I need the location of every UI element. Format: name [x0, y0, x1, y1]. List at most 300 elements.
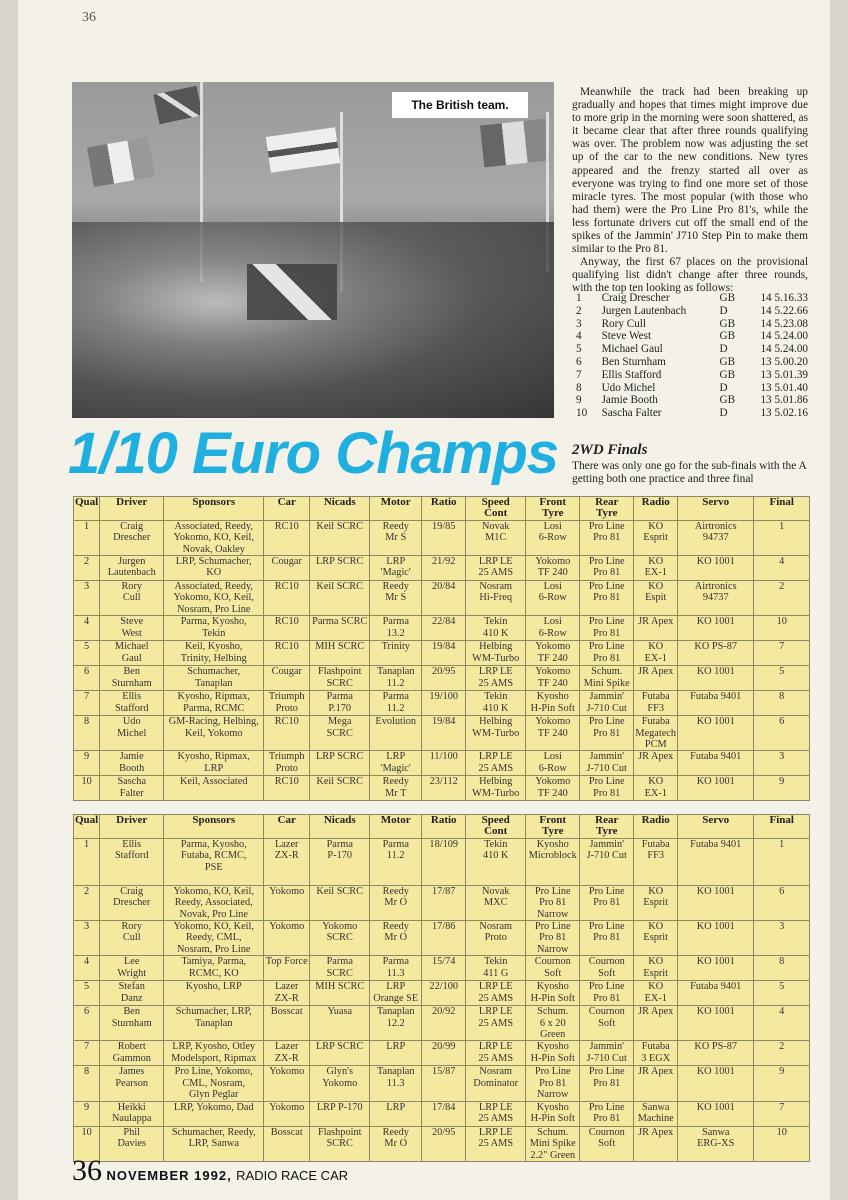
results-table-b: [73, 814, 810, 1162]
column-header: Speed Cont: [466, 815, 526, 839]
table-cell: Parma 13.2: [370, 616, 422, 641]
table-cell: RC10: [264, 776, 310, 801]
table-cell: KO 1001: [678, 666, 754, 691]
table-cell: Futaba FF3: [634, 691, 678, 716]
table-cell: Pro Line Pro 81: [580, 520, 634, 555]
table-cell: Yuasa: [310, 1006, 370, 1041]
table-cell: Futaba 9401: [678, 981, 754, 1006]
table-cell: Steve West: [100, 616, 164, 641]
table-cell: Craig Drescher: [100, 885, 164, 920]
table-row: [74, 691, 810, 716]
table-row: [74, 581, 810, 616]
table-cell: KO 1001: [678, 716, 754, 751]
table-cell: Yokomo TF 240: [526, 641, 580, 666]
table-cell: Pro Line Pro 81: [580, 616, 634, 641]
table-cell: Sanwa Machine: [634, 1101, 678, 1126]
table-cell: 10: [754, 1126, 810, 1161]
table-cell: 10: [74, 1126, 100, 1161]
table-cell: LRP: [370, 1041, 422, 1066]
table-cell: 19/100: [422, 691, 466, 716]
table-cell: LRP, Kyosho, Otley Modelsport, Ripmax: [164, 1041, 264, 1066]
table-row: [74, 981, 810, 1006]
standing-row: 5 Michael Gaul D 14 5.24.00: [576, 343, 808, 356]
column-header: Servo: [678, 497, 754, 521]
table-cell: Kyosho H-Pin Soft: [526, 1041, 580, 1066]
table-cell: Tekin 410 K: [466, 616, 526, 641]
qualifying-standings: [572, 292, 808, 420]
table-cell: Parma SCRC: [310, 956, 370, 981]
table-cell: KO 1001: [678, 885, 754, 920]
table-cell: Pro Line Pro 81: [580, 776, 634, 801]
table-cell: Yokomo: [264, 885, 310, 920]
table-cell: KO 1001: [678, 616, 754, 641]
table-cell: Novak MXC: [466, 885, 526, 920]
table-cell: 4: [74, 616, 100, 641]
table-cell: LRP P-170: [310, 1101, 370, 1126]
table-cell: LRP Orange SE: [370, 981, 422, 1006]
table-row: [74, 556, 810, 581]
table-cell: KO EX-1: [634, 776, 678, 801]
table-cell: 8: [754, 691, 810, 716]
table-cell: Rory Cull: [100, 921, 164, 956]
table-cell: LRP SCRC: [310, 751, 370, 776]
table-cell: Reedy Mr S: [370, 520, 422, 555]
table-cell: JR Apex: [634, 1126, 678, 1161]
table-cell: Airtronics 94737: [678, 520, 754, 555]
table-cell: Parma, Kyosho, Futaba, RCMC, PSE: [164, 838, 264, 885]
table-cell: Cournon Soft: [526, 956, 580, 981]
table-row: [74, 956, 810, 981]
table-cell: Parma 11.3: [370, 956, 422, 981]
table-cell: Futaba 9401: [678, 838, 754, 885]
table-cell: 19/84: [422, 641, 466, 666]
table-cell: 7: [74, 691, 100, 716]
table-cell: Keil SCRC: [310, 520, 370, 555]
column-header: Car: [264, 497, 310, 521]
table-row: [74, 751, 810, 776]
table-cell: KO 1001: [678, 776, 754, 801]
issue-date: NOVEMBER 1992,: [106, 1168, 232, 1183]
table-cell: Yokomo: [264, 1066, 310, 1101]
table-cell: Nosram Hi-Freq: [466, 581, 526, 616]
page-corner-mark: 36: [82, 10, 96, 25]
table-cell: Tanaplan 11.2: [370, 666, 422, 691]
column-header: Driver: [100, 497, 164, 521]
table-cell: 4: [754, 1006, 810, 1041]
table-cell: Tekin 411 G: [466, 956, 526, 981]
table-cell: Helbing WM-Turbo: [466, 716, 526, 751]
table-cell: Parma 11.2: [370, 838, 422, 885]
table-cell: LRP: [370, 1101, 422, 1126]
table-row: [74, 838, 810, 885]
standing-row: 4 Steve West GB 14 5.24.00: [576, 330, 808, 343]
photo-caption: The British team.: [392, 92, 528, 118]
table-cell: Keil, Kyosho, Trinity, Helbing: [164, 641, 264, 666]
table-cell: RC10: [264, 616, 310, 641]
table-cell: Airtronics 94737: [678, 581, 754, 616]
table-cell: 20/95: [422, 666, 466, 691]
table-cell: KO EX-1: [634, 981, 678, 1006]
table-cell: Flashpoint SCRC: [310, 666, 370, 691]
table-cell: KO 1001: [678, 1066, 754, 1101]
table-cell: Nosram Dominator: [466, 1066, 526, 1101]
table-cell: KO Esprit: [634, 956, 678, 981]
table-cell: Helbing WM-Turbo: [466, 641, 526, 666]
table-cell: Reedy Mr O: [370, 1126, 422, 1161]
table-row: [74, 641, 810, 666]
table-cell: Losi 6-Row: [526, 520, 580, 555]
table-cell: Parma SCRC: [310, 616, 370, 641]
table-cell: LRP LE 25 AMS: [466, 556, 526, 581]
table-cell: Keil SCRC: [310, 581, 370, 616]
team-photo: [72, 82, 554, 418]
table-cell: Keil SCRC: [310, 776, 370, 801]
table-cell: Yokomo TF 240: [526, 556, 580, 581]
table-cell: Cournon Soft: [580, 1006, 634, 1041]
table-cell: Kyosho, Ripmax, Parma, RCMC: [164, 691, 264, 716]
table-cell: Yokomo: [264, 1101, 310, 1126]
table-cell: Associated, Reedy, Yokomo, KO, Keil, Nosram, Pro Line: [164, 581, 264, 616]
table-cell: LRP 'Magic': [370, 556, 422, 581]
table-cell: LRP 'Magic': [370, 751, 422, 776]
table-cell: 22/84: [422, 616, 466, 641]
table-cell: Yokomo, KO, Keil, Reedy, Associated, Novak, Pro Line: [164, 885, 264, 920]
table-row: [74, 1041, 810, 1066]
table-cell: Pro Line Pro 81: [580, 716, 634, 751]
table-cell: 1: [754, 838, 810, 885]
table-cell: Schum. Mini Spike: [580, 666, 634, 691]
table-cell: 23/112: [422, 776, 466, 801]
table-cell: Cougar: [264, 556, 310, 581]
table-cell: 8: [74, 1066, 100, 1101]
standing-row: 6 Ben Sturnham GB 13 5.00.20: [576, 355, 808, 368]
column-header: Speed Cont: [466, 497, 526, 521]
table-cell: RC10: [264, 581, 310, 616]
table-cell: KO Esprit: [634, 520, 678, 555]
table-cell: Lazer ZX-R: [264, 838, 310, 885]
table-cell: 17/84: [422, 1101, 466, 1126]
table-cell: Nosram Proto: [466, 921, 526, 956]
table-cell: 10: [74, 776, 100, 801]
column-header: Radio: [634, 497, 678, 521]
table-row: [74, 1101, 810, 1126]
column-header: Ratio: [422, 497, 466, 521]
table-cell: 2: [74, 556, 100, 581]
table-cell: KO 1001: [678, 921, 754, 956]
table-row: [74, 716, 810, 751]
table-cell: 7: [754, 1101, 810, 1126]
table-cell: Triumph Proto: [264, 751, 310, 776]
table-cell: 3: [74, 581, 100, 616]
table-cell: LRP LE 25 AMS: [466, 981, 526, 1006]
table-cell: LRP LE 25 AMS: [466, 751, 526, 776]
column-header: Ratio: [422, 815, 466, 839]
column-header: Motor: [370, 497, 422, 521]
table-cell: 5: [74, 641, 100, 666]
table-cell: Pro Line Pro 81: [580, 1101, 634, 1126]
table-cell: Yokomo TF 240: [526, 716, 580, 751]
table-cell: Schum. 6 x 20 Green: [526, 1006, 580, 1041]
table-cell: Pro Line Pro 81: [580, 641, 634, 666]
table-cell: Tanaplan 11.3: [370, 1066, 422, 1101]
table-cell: LRP LE 25 AMS: [466, 666, 526, 691]
column-header: Front Tyre: [526, 815, 580, 839]
table-cell: Jammin' J-710 Cut: [580, 751, 634, 776]
table-cell: KO Espit: [634, 581, 678, 616]
table-cell: 2: [754, 1041, 810, 1066]
table-cell: 6: [74, 666, 100, 691]
table-cell: Tekin 410 K: [466, 838, 526, 885]
table-cell: MIH SCRC: [310, 981, 370, 1006]
table-cell: 1: [74, 838, 100, 885]
table-cell: Kyosho, LRP: [164, 981, 264, 1006]
table-cell: 8: [754, 956, 810, 981]
section-text: There was only one go for the sub-finals with the A getting both one practice and three final: [572, 460, 807, 486]
column-header: Qual: [74, 497, 100, 521]
column-header: Qual: [74, 815, 100, 839]
table-cell: Yokomo: [264, 921, 310, 956]
table-cell: 15/87: [422, 1066, 466, 1101]
table-cell: Kyosho H-Pin Soft: [526, 1101, 580, 1126]
table-cell: Yokomo, KO, Keil, Reedy, CML, Nosram, Pro Line: [164, 921, 264, 956]
table-cell: 11/100: [422, 751, 466, 776]
table-row: [74, 885, 810, 920]
table-cell: 19/85: [422, 520, 466, 555]
table-cell: RC10: [264, 716, 310, 751]
column-header: Radio: [634, 815, 678, 839]
table-cell: KO EX-1: [634, 641, 678, 666]
table-cell: Jammin' J-710 Cut: [580, 691, 634, 716]
column-header: Final: [754, 497, 810, 521]
table-cell: Top Force: [264, 956, 310, 981]
table-cell: Losi 6-Row: [526, 581, 580, 616]
table-cell: Losi 6-Row: [526, 616, 580, 641]
table-cell: JR Apex: [634, 751, 678, 776]
table-cell: Craig Drescher: [100, 520, 164, 555]
table-cell: Pro Line Pro 81: [580, 885, 634, 920]
table-cell: 7: [754, 641, 810, 666]
table-cell: KO Esprit: [634, 885, 678, 920]
column-header: Rear Tyre: [580, 497, 634, 521]
table-cell: LRP SCRC: [310, 1041, 370, 1066]
table-cell: Pro Line Pro 81: [580, 981, 634, 1006]
column-header: Final: [754, 815, 810, 839]
table-cell: Kyosho H-Pin Soft: [526, 691, 580, 716]
table-cell: 21/92: [422, 556, 466, 581]
table-cell: Parma 11.2: [370, 691, 422, 716]
table-cell: LRP, Yokomo, Dad: [164, 1101, 264, 1126]
table-cell: 20/99: [422, 1041, 466, 1066]
table-cell: 2: [74, 885, 100, 920]
table-header-row: [74, 815, 810, 839]
table-cell: Reedy Mr T: [370, 776, 422, 801]
table-cell: 9: [754, 1066, 810, 1101]
column-header: Nicads: [310, 815, 370, 839]
table-cell: 20/92: [422, 1006, 466, 1041]
table-cell: 5: [754, 981, 810, 1006]
table-cell: Evolution: [370, 716, 422, 751]
table-cell: Reedy Mr O: [370, 921, 422, 956]
table-cell: Pro Line Pro 81 Narrow: [526, 885, 580, 920]
table-cell: Cournon Soft: [580, 1126, 634, 1161]
column-header: Nicads: [310, 497, 370, 521]
table-cell: Futaba 3 EGX: [634, 1041, 678, 1066]
results-table-a: [73, 496, 810, 801]
table-cell: Pro Line, Yokomo, CML, Nosram, Glyn Peglar: [164, 1066, 264, 1101]
table-cell: Jurgen Lautenbach: [100, 556, 164, 581]
table-row: [74, 520, 810, 555]
table-cell: KO 1001: [678, 1101, 754, 1126]
table-cell: Pro Line Pro 81: [580, 921, 634, 956]
table-cell: Ben Sturnham: [100, 1006, 164, 1041]
table-cell: KO 1001: [678, 1006, 754, 1041]
table-cell: GM-Racing, Helbing, Keil, Yokomo: [164, 716, 264, 751]
table-cell: 8: [74, 716, 100, 751]
page-number: 36: [72, 1154, 102, 1187]
standing-row: 7 Ellis Stafford GB 13 5.01.39: [576, 368, 808, 381]
table-cell: LRP LE 25 AMS: [466, 1126, 526, 1161]
flag-right: [480, 119, 550, 168]
table-cell: 5: [74, 981, 100, 1006]
table-cell: LRP LE 25 AMS: [466, 1041, 526, 1066]
table-cell: 10: [754, 616, 810, 641]
table-cell: 9: [74, 751, 100, 776]
table-cell: Jammin' J-710 Cut: [580, 1041, 634, 1066]
table-cell: Reedy Mr O: [370, 885, 422, 920]
table-cell: Glyn's Yokomo: [310, 1066, 370, 1101]
table-cell: MIH SCRC: [310, 641, 370, 666]
table-cell: Stefan Danz: [100, 981, 164, 1006]
table-cell: Ellis Stafford: [100, 691, 164, 716]
table-row: [74, 921, 810, 956]
magazine-name: RADIO RACE CAR: [236, 1168, 349, 1183]
standing-row: 2 Jurgen Lautenbach D 14 5.22.66: [576, 304, 808, 317]
table-cell: Flashpoint SCRC: [310, 1126, 370, 1161]
table-cell: 3: [754, 921, 810, 956]
standing-row: 3 Rory Cull GB 14 5.23.08: [576, 317, 808, 330]
table-cell: Triumph Proto: [264, 691, 310, 716]
table-cell: 17/87: [422, 885, 466, 920]
table-cell: LRP LE 25 AMS: [466, 1006, 526, 1041]
column-header: Sponsors: [164, 497, 264, 521]
table-cell: Yokomo TF 240: [526, 666, 580, 691]
standing-row: 8 Udo Michel D 13 5.01.40: [576, 381, 808, 394]
table-cell: Futaba 9401: [678, 691, 754, 716]
column-header: Driver: [100, 815, 164, 839]
table-cell: Jamie Booth: [100, 751, 164, 776]
table-cell: Robert Gammon: [100, 1041, 164, 1066]
table-cell: Parma P-170: [310, 838, 370, 885]
table-cell: 1: [754, 520, 810, 555]
table-cell: Michael Gaul: [100, 641, 164, 666]
table-cell: 18/109: [422, 838, 466, 885]
table-cell: Futaba FF3: [634, 838, 678, 885]
standing-row: 10 Sascha Falter D 13 5.02.16: [576, 407, 808, 420]
table-cell: Lazer ZX-R: [264, 1041, 310, 1066]
column-header: Motor: [370, 815, 422, 839]
union-jack-banner: [247, 264, 337, 320]
table-cell: Novak M1C: [466, 520, 526, 555]
table-cell: Cournon Soft: [580, 956, 634, 981]
table-cell: JR Apex: [634, 1066, 678, 1101]
table-cell: 3: [74, 921, 100, 956]
table-cell: Bosscat: [264, 1006, 310, 1041]
table-cell: 2: [754, 581, 810, 616]
flag-italy: [87, 137, 155, 187]
table-cell: 17/86: [422, 921, 466, 956]
table-cell: LRP, Schumacher, KO: [164, 556, 264, 581]
table-cell: Pro Line Pro 81: [580, 556, 634, 581]
table-cell: 4: [74, 956, 100, 981]
table-cell: Phil Davies: [100, 1126, 164, 1161]
table-cell: Parma P.170: [310, 691, 370, 716]
table-cell: KO 1001: [678, 956, 754, 981]
table-cell: Schum. Mini Spike 2.2" Green: [526, 1126, 580, 1161]
table-cell: Associated, Reedy, Yokomo, KO, Keil, Novak, Oakley: [164, 520, 264, 555]
table-cell: Schumacher, Tanaplan: [164, 666, 264, 691]
table-cell: Yokomo SCRC: [310, 921, 370, 956]
table-cell: Udo Michel: [100, 716, 164, 751]
table-cell: LRP LE 25 AMS: [466, 1101, 526, 1126]
table-cell: James Pearson: [100, 1066, 164, 1101]
table-cell: Kyosho, Ripmax, LRP: [164, 751, 264, 776]
table-cell: KO PS-87: [678, 1041, 754, 1066]
table-row: [74, 616, 810, 641]
table-cell: 15/74: [422, 956, 466, 981]
table-cell: 3: [754, 751, 810, 776]
table-cell: Keil SCRC: [310, 885, 370, 920]
table-cell: 20/84: [422, 581, 466, 616]
table-cell: KO Esprit: [634, 921, 678, 956]
table-cell: RC10: [264, 520, 310, 555]
table-cell: KO PS-87: [678, 641, 754, 666]
article-body: [572, 86, 808, 296]
table-cell: Sascha Falter: [100, 776, 164, 801]
table-cell: 9: [74, 1101, 100, 1126]
table-cell: 19/84: [422, 716, 466, 751]
table-cell: Futaba Megatech PCM: [635, 716, 677, 751]
table-cell: Reedy Mr S: [370, 581, 422, 616]
standing-row: 9 Jamie Booth GB 13 5.01.86: [576, 394, 808, 407]
table-cell: 4: [754, 556, 810, 581]
table-cell: Bosscat: [264, 1126, 310, 1161]
table-cell: Mega SCRC: [310, 716, 370, 751]
table-cell: Rory Cull: [100, 581, 164, 616]
table-cell: Futaba 9401: [678, 751, 754, 776]
table-cell: KO EX-1: [634, 556, 678, 581]
table-cell: 6: [74, 1006, 100, 1041]
column-header: Car: [264, 815, 310, 839]
table-cell: Lazer ZX-R: [264, 981, 310, 1006]
table-cell: Cougar: [264, 666, 310, 691]
table-cell: 9: [754, 776, 810, 801]
table-cell: Pro Line Pro 81 Narrow: [526, 921, 580, 956]
table-cell: LRP SCRC: [310, 556, 370, 581]
page-footer: [72, 1154, 348, 1188]
table-cell: Pro Line Pro 81: [580, 581, 634, 616]
table-cell: Schumacher, LRP, Tanaplan: [164, 1006, 264, 1041]
table-cell: Tanaplan 12.2: [370, 1006, 422, 1041]
table-cell: Sanwa ERG-XS: [678, 1126, 754, 1161]
table-row: [74, 1006, 810, 1041]
table-cell: Helbing WM-Turbo: [466, 776, 526, 801]
standing-row: 1 Craig Drescher GB 14 5.16.33: [576, 292, 808, 304]
flag-union-jack-left: [153, 86, 202, 124]
table-cell: Losi 6-Row: [526, 751, 580, 776]
table-row: [74, 776, 810, 801]
paragraph: Anyway, the first 67 places on the provisional qualifying list didn't change after three rounds, with the top ten looking as follows:: [572, 256, 808, 295]
table-cell: 20/95: [422, 1126, 466, 1161]
